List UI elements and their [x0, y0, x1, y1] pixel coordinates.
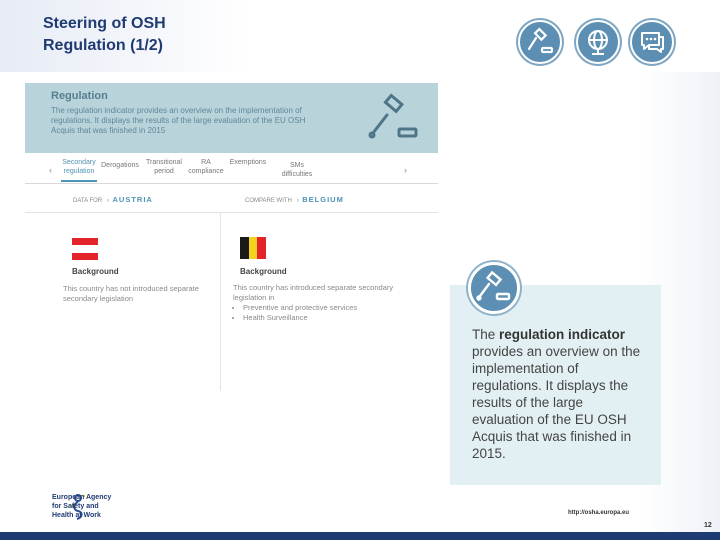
- tabs-prev-icon[interactable]: ‹: [49, 165, 52, 175]
- title-line-1: Steering of OSH: [43, 15, 166, 32]
- regulation-screenshot: [25, 83, 438, 393]
- list-item: • Preventive and protective services: [243, 303, 413, 313]
- gavel-icon[interactable]: [518, 20, 562, 64]
- gavel-icon: [468, 262, 520, 314]
- left-background-heading: Background: [72, 267, 119, 276]
- chat-icon[interactable]: [630, 20, 674, 64]
- tab-ra-compliance[interactable]: RA compliance: [188, 159, 224, 175]
- list-item: • Health Surveillance: [243, 313, 413, 323]
- footer-url[interactable]: http://osha.europa.eu: [568, 510, 630, 516]
- tab-sms-difficulties[interactable]: SMs difficulties: [281, 162, 313, 178]
- right-background-heading: Background: [240, 267, 287, 276]
- indicator-tabs: [25, 155, 438, 184]
- screenshot-title: Regulation: [51, 90, 108, 102]
- right-background-block: [233, 283, 413, 323]
- gavel-illustration-icon: [365, 93, 421, 145]
- chevron-right-icon: ›: [296, 198, 299, 204]
- osha-logo-text: European Agency for Safety and Health at Work: [52, 494, 112, 519]
- screenshot-description: The regulation indicator provides an overview on the implementation of regulations. It displays the results of the large evaluation of the EU OSH Acquis that was finished in 2015: [51, 106, 306, 135]
- page-title: [43, 13, 166, 57]
- tab-derogations[interactable]: Derogations: [101, 162, 139, 169]
- tab-exemptions[interactable]: Exemptions: [229, 159, 267, 166]
- column-divider: [220, 213, 221, 391]
- callout-text-prefix: The: [472, 327, 500, 342]
- left-background-text: This country has not introduced separate secondary legislation: [63, 284, 199, 303]
- chevron-right-icon: ›: [107, 198, 110, 204]
- screenshot-header: [25, 83, 438, 153]
- right-background-list: [233, 303, 413, 323]
- globe-icon[interactable]: [576, 20, 620, 64]
- callout-text-body: provides an overview on the implementation of regulations. It displays the results of the large evaluation of the EU OSH Acquis that was finished in 2015.: [472, 344, 641, 461]
- compare-label: COMPARE WITH: [245, 198, 292, 204]
- data-for-selector[interactable]: [73, 195, 153, 204]
- right-background-text: This country has introduced separate secondary legislation in: [233, 283, 394, 302]
- country-selector-bar: [25, 184, 438, 213]
- tab-secondary-regulation[interactable]: Secondary regulation: [62, 159, 96, 175]
- footer-bar: [0, 532, 720, 540]
- compare-with-selector[interactable]: [245, 195, 344, 204]
- austria-flag-icon: [72, 238, 98, 260]
- page-number: 12: [704, 522, 712, 529]
- active-tab-indicator: [61, 180, 97, 182]
- tabs-next-icon[interactable]: ›: [404, 165, 407, 175]
- callout-text: [472, 326, 647, 462]
- compare-country: BELGIUM: [302, 195, 344, 204]
- tab-transitional-period[interactable]: Transitional period: [146, 159, 182, 175]
- data-for-country: AUSTRIA: [112, 195, 153, 204]
- callout-text-emphasis: regulation indicator: [499, 327, 626, 342]
- data-for-label: DATA FOR: [73, 198, 103, 204]
- belgium-flag-icon: [240, 237, 266, 259]
- title-line-2: Regulation (1/2): [43, 37, 164, 54]
